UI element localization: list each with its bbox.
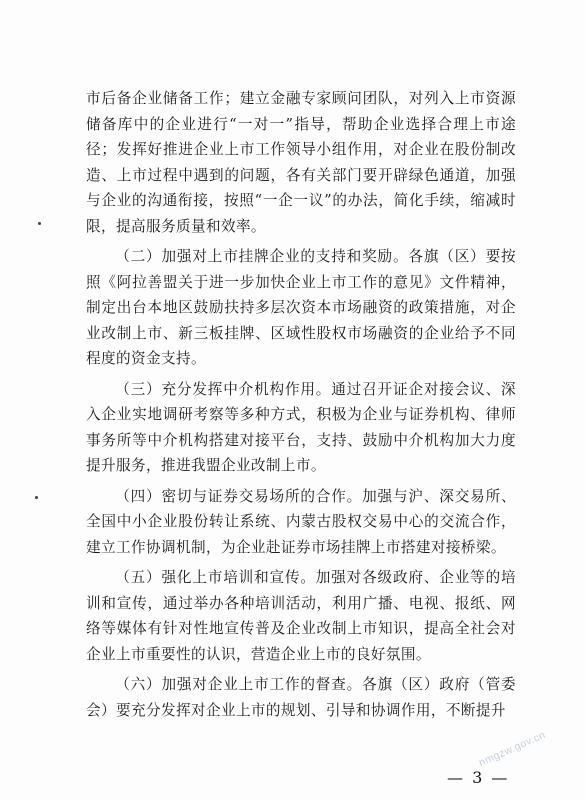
margin-dot (35, 496, 38, 499)
margin-dot (38, 222, 41, 225)
paragraph-section-5: （五）强化上市培训和宣传。加强对各级政府、企业等的培训和宣传，通过举办各种培训活动，利用广播、电视、报纸、网络等媒体有针对性地宣传普及企业改制上市知识，提高全社会对企业上市重要性的认识，营造企业上市的良好氛围。 (86, 569, 516, 663)
site-watermark: nmgzw.gov.cn (477, 728, 548, 769)
paragraph-continuation: 市后备企业储备工作；建立金融专家顾问团队，对列入上市资源储备库中的企业进行“一对一”指导，帮助企业选择合理上市途径；发挥好推进企业上市工作领导小组作用，对企业在股份制改造、上市过程中遇到的问题，各有关部门要开辟绿色通道，加强与企业的沟通衔接，按照“一企一议”的办法，简化手续，缩减时限，提高服务质量和效率。 (86, 90, 516, 235)
page-number: — 3 — (447, 768, 510, 787)
paragraph-section-6: （六）加强对企业上市工作的督查。各旗（区）政府（管委会）要充分发挥对企业上市的规划、引导和协调作用，不断提升 (86, 676, 516, 719)
paragraph-section-3: （三）充分发挥中介机构作用。通过召开证企对接会议、深入企业实地调研考察等多种方式，积极为企业与证券机构、律师事务所等中介机构搭建对接平台，支持、鼓励中介机构加大力度提升服务，推进我盟企业改制上市。 (86, 380, 516, 474)
paragraph-section-4: （四）密切与证券交易场所的合作。加强与沪、深交易所、全国中小企业股份转让系统、内蒙古股权交易中心的交流合作，建立工作协调机制，为企业赴证券市场挂牌上市搭建对接桥梁。 (86, 487, 516, 556)
document-body (86, 86, 516, 728)
paragraph-section-2: （二）加强对上市挂牌企业的支持和奖励。各旗（区）要按照《阿拉善盟关于进一步加快企业上市工作的意见》文件精神，制定出台本地区鼓励扶持多层次资本市场融资的政策措施，对企业改制上市、新三板挂牌、区域性股权市场融资的企业给予不同程度的资金支持。 (86, 248, 516, 367)
